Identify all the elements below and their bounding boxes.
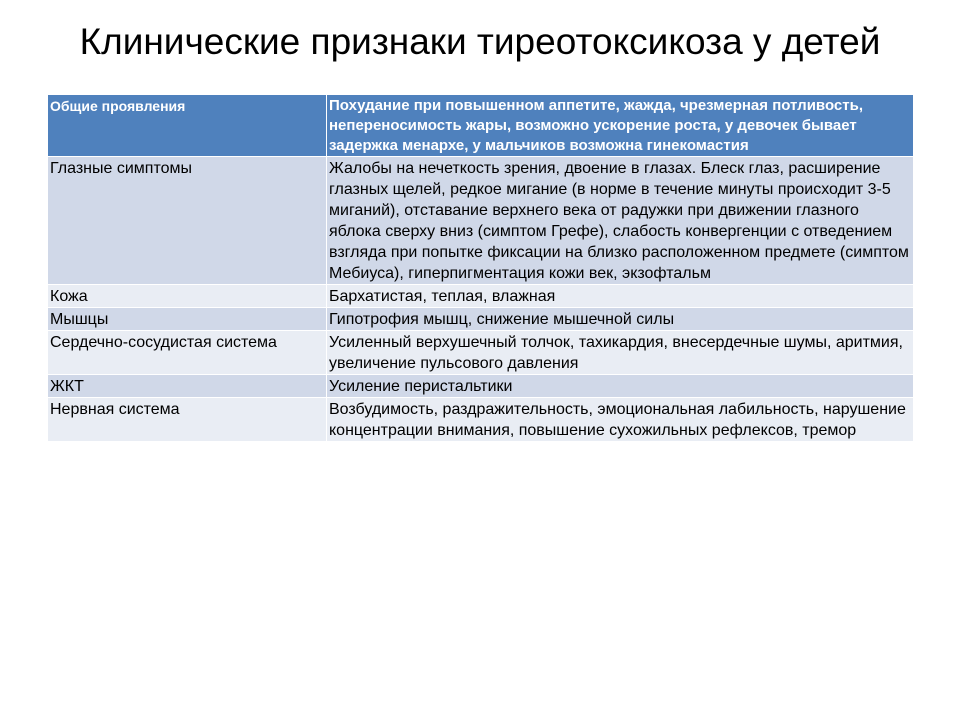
row-category: Нервная система: [48, 398, 327, 442]
slide-title: Клинические признаки тиреотоксикоза у детей: [79, 21, 881, 62]
row-description: Жалобы на нечеткость зрения, двоение в глазах. Блеск глаз, расширение глазных щелей, редкое мигание (в норме в течение минуты происходит 3-5 миганий), отставание верхнего века от радужки при движении глазного яблока сверху вниз (симптом Грефе), слабость конвергенции с отведением взгляда при попытке фиксации на близко расположенном предмете (симптом Мебиуса), гиперпигментация кожи век, экзофтальм: [327, 157, 913, 285]
row-category: Кожа: [48, 285, 327, 308]
table-header-row: [48, 95, 913, 157]
table-row: [48, 398, 913, 442]
row-description: Возбудимость, раздражительность, эмоциональная лабильность, нарушение концентрации внимания, повышение сухожильных рефлексов, тремор: [327, 398, 913, 442]
row-description: Бархатистая, теплая, влажная: [327, 285, 913, 308]
table-row: [48, 285, 913, 308]
table-row: [48, 375, 913, 398]
row-description: Усиление перистальтики: [327, 375, 913, 398]
table-row: [48, 308, 913, 331]
row-category: Мышцы: [48, 308, 327, 331]
table-header-category: Общие проявления: [48, 95, 327, 157]
table-row: [48, 331, 913, 375]
row-category: Сердечно-сосудистая система: [48, 331, 327, 375]
row-category: ЖКТ: [48, 375, 327, 398]
table-header-description: Похудание при повышенном аппетите, жажда, чрезмерная потливость, непереносимость жары, возможно ускорение роста, у девочек бывает задержка менархе, у мальчиков возможна гинекомастия: [327, 95, 913, 157]
symptoms-table: [47, 95, 913, 442]
row-description: Усиленный верхушечный толчок, тахикардия, внесердечные шумы, аритмия, увеличение пульсового давления: [327, 331, 913, 375]
row-description: Гипотрофия мышц, снижение мышечной силы: [327, 308, 913, 331]
table-row: [48, 157, 913, 285]
row-category: Глазные симптомы: [48, 157, 327, 285]
